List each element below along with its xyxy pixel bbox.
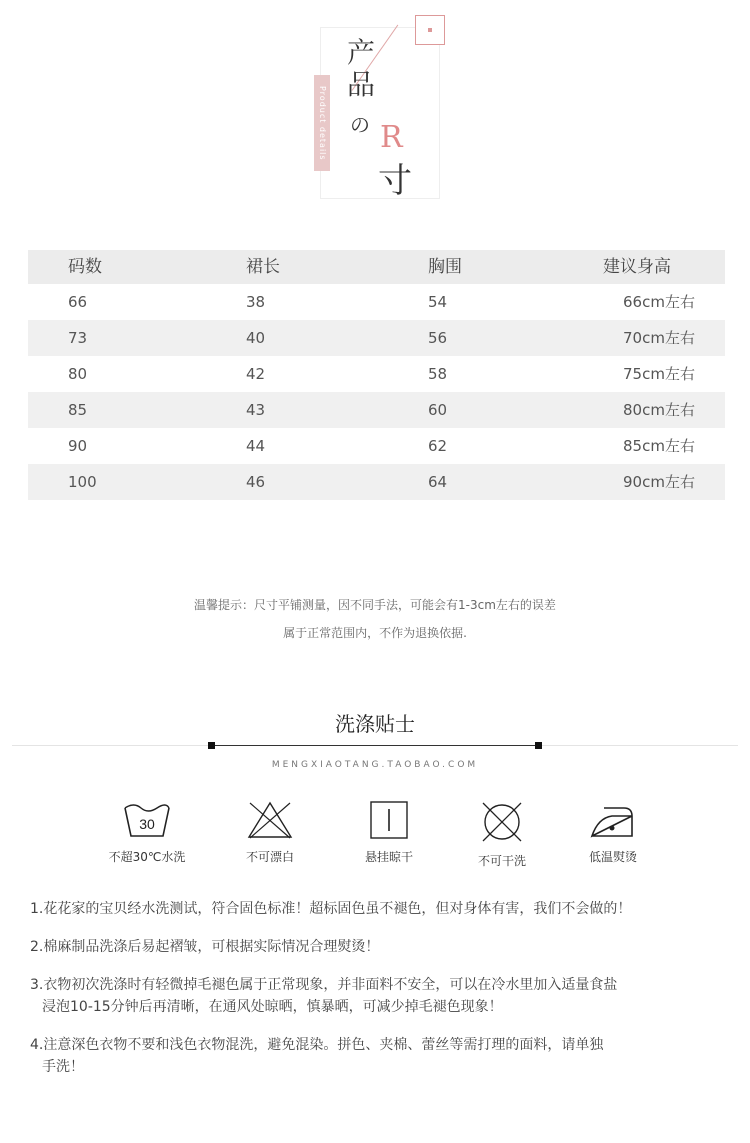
cell-chest: 64 — [428, 473, 448, 491]
care-item-iron — [558, 800, 668, 865]
col-size: 码数 — [68, 257, 102, 277]
cell-chest: 62 — [428, 437, 448, 455]
table-row — [28, 464, 725, 500]
table-row — [28, 320, 725, 356]
cell-size: 90 — [68, 437, 88, 455]
underline-dot-right — [535, 742, 542, 749]
care-item-dryclean — [447, 800, 557, 869]
cell-length: 40 — [246, 329, 266, 347]
col-length: 裙长 — [246, 257, 280, 277]
care-label-iron: 低温熨烫 — [588, 850, 637, 864]
cell-length: 43 — [246, 401, 266, 419]
tip-2: 2.棉麻制品洗涤后易起褶皱，可根据实际情况合理熨烫！ — [30, 939, 380, 955]
cell-height: 66cm左右 — [623, 293, 695, 311]
care-item-hang — [334, 800, 444, 865]
shop-url: MENGXIAOTANG.TAOBAO.COM — [271, 760, 479, 770]
underline-dot-left — [208, 742, 215, 749]
care-item-wash — [92, 800, 202, 865]
tip-4-line-2: 手洗！ — [42, 1059, 84, 1075]
header-r-letter: R — [380, 120, 403, 155]
cell-height: 70cm左右 — [623, 329, 695, 347]
care-label-wash: 不超30℃水洗 — [108, 850, 186, 864]
table-row — [28, 356, 725, 392]
tip-4-line-1: 4.注意深色衣物不要和浅色衣物混洗，避免混染。拼色、夹棉、蕾丝等需打理的面料，请单独 — [30, 1037, 604, 1053]
cell-size: 73 — [68, 329, 88, 347]
cell-length: 38 — [246, 293, 266, 311]
table-row — [28, 284, 725, 320]
col-height: 建议身高 — [603, 257, 671, 277]
no-dry-clean-icon — [477, 800, 527, 844]
list-item — [30, 898, 730, 920]
list-item — [30, 974, 730, 1018]
cell-height: 90cm左右 — [623, 473, 695, 491]
tip-3-line-2: 浸泡10-15分钟后再清晰，在通风处晾晒，慎暴晒，可减少掉毛褪色现象！ — [42, 999, 503, 1015]
header-cun: 寸 — [378, 161, 412, 201]
header-particle: の — [350, 113, 370, 137]
wash-temp: 30 — [139, 816, 155, 832]
list-item — [30, 936, 730, 958]
tip-3-line-1: 3.衣物初次洗涤时有轻微掉毛褪色属于正常现象，并非面料不安全，可以在冷水里加入适量食盐 — [30, 977, 618, 993]
notice-line-2: 属于正常范围内，不作为退换依据. — [283, 626, 467, 640]
wash-30-icon — [122, 800, 172, 840]
care-label-dryclean: 不可干洗 — [477, 854, 526, 868]
cell-size: 80 — [68, 365, 88, 383]
table-header-row — [28, 250, 725, 284]
wash-section-title: 洗涤贴士 — [335, 712, 415, 736]
header-title: 产品 — [346, 36, 375, 101]
hang-dry-icon — [364, 800, 414, 840]
care-label-bleach: 不可漂白 — [245, 850, 294, 864]
list-item — [30, 1034, 730, 1078]
cell-chest: 54 — [428, 293, 448, 311]
cell-height: 80cm左右 — [623, 401, 695, 419]
cell-length: 42 — [246, 365, 266, 383]
decor-square — [415, 15, 445, 45]
tip-1: 1.花花家的宝贝经水洗测试，符合固色标准！超标固色虽不褪色，但对身体有害，我们不会做的！ — [30, 901, 632, 917]
table-row — [28, 392, 725, 428]
wash-tips-list — [30, 898, 730, 1094]
cell-chest: 60 — [428, 401, 448, 419]
care-label-hang: 悬挂晾干 — [364, 850, 413, 864]
cell-height: 75cm左右 — [623, 365, 695, 383]
cell-length: 46 — [246, 473, 266, 491]
cell-size: 85 — [68, 401, 88, 419]
notice-line-1: 温馨提示：尺寸平铺测量，因不同手法，可能会有1-3cm左右的误差 — [194, 598, 556, 612]
cell-size: 66 — [68, 293, 88, 311]
size-table — [28, 250, 725, 500]
care-item-bleach — [215, 800, 325, 865]
low-iron-icon — [588, 800, 638, 840]
title-underline — [211, 745, 539, 746]
cell-height: 85cm左右 — [623, 437, 695, 455]
product-details-strip: Product details — [314, 75, 330, 171]
no-bleach-icon — [245, 800, 295, 840]
cell-chest: 58 — [428, 365, 448, 383]
table-row — [28, 428, 725, 464]
col-chest: 胸围 — [428, 257, 462, 277]
cell-size: 100 — [68, 473, 97, 491]
cell-chest: 56 — [428, 329, 448, 347]
product-size-header — [300, 15, 460, 205]
cell-length: 44 — [246, 437, 266, 455]
